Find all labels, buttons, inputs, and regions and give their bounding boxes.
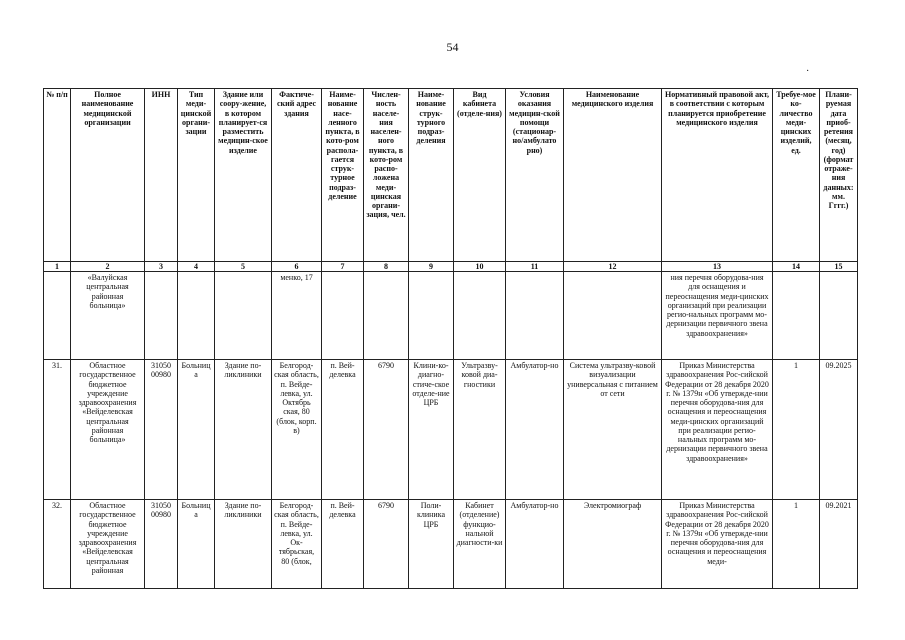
row-number-cell: 31. [44, 360, 71, 500]
subdivision-cell: Поли-клиника ЦРБ [409, 500, 454, 589]
settlement-cell: п. Вей-делевка [322, 360, 364, 500]
header-cell: Условия оказания медицин-ской помощи (стационар-но/амбулато рно) [506, 89, 564, 262]
header-cell: Требуе-мое ко-личество меди-цинских изделий, ед. [773, 89, 820, 262]
column-number: 3 [145, 262, 178, 272]
header-cell: № п/п [44, 89, 71, 262]
legal-act-cell: Приказ Министерства здравоохранения Рос-сийской Федерации от 28 декабря 2020 г. № 1379н «Об утвержде-нии перечня оборудова-ния для оснащения и переоснащения меди- [662, 500, 773, 589]
column-number: 2 [71, 262, 145, 272]
purchase-date-cell [820, 272, 858, 360]
header-cell: Числен-ность населе-ния населен-ного пункта, в кото-ром распо-ложена меди-цинская органи-зация, чел. [364, 89, 409, 262]
page-number: 54 [446, 40, 459, 54]
column-number-row [44, 262, 858, 272]
population-cell [364, 272, 409, 360]
building-cell [215, 272, 272, 360]
table-row [44, 360, 858, 500]
column-number: 13 [662, 262, 773, 272]
header-cell: Наиме-нование насе-ленного пункта, в кото-ром распола-гается струк-турное подраз-деление [322, 89, 364, 262]
organization-name-cell: Областное государственное бюджетное учреждение здравоохранения «Вейделевская центральная районная больница» [71, 360, 145, 500]
header-cell: Плани-руемая дата приоб-ретения (месяц, год) (формат отраже-ния данных: мм. Гггг.) [820, 89, 858, 262]
inn-cell: 31050 00980 [145, 500, 178, 589]
organization-name-cell: «Валуйская центральная районная больница» [71, 272, 145, 360]
org-type-cell: Больница [178, 360, 215, 500]
cabinet-type-cell [454, 272, 506, 360]
population-cell: 6790 [364, 500, 409, 589]
legal-act-cell: Приказ Министерства здравоохранения Рос-сийской Федерации от 28 декабря 2020 г. № 1379н «Об утвержде-нии перечня оборудова-ния для оснащения и переоснащения меди-цинских организаций при реализации регио-нальных программ мо-дернизации первичного звена здравоохранения» [662, 360, 773, 500]
inn-cell [145, 272, 178, 360]
device-name-cell: Электромиограф [564, 500, 662, 589]
quantity-cell [773, 272, 820, 360]
org-type-cell: Больница [178, 500, 215, 589]
header-row [44, 89, 858, 262]
speck-mark: · [806, 66, 810, 77]
header-cell: Здание или соору-жение, в котором планирует-ся разместить медицин-ское изделие [215, 89, 272, 262]
equipment-register-table [43, 88, 858, 589]
column-number: 10 [454, 262, 506, 272]
device-name-cell [564, 272, 662, 360]
org-type-cell [178, 272, 215, 360]
purchase-date-cell: 09.2021 [820, 500, 858, 589]
care-conditions-cell: Амбулатор-но [506, 500, 564, 589]
organization-name-cell: Областное государственное бюджетное учреждение здравоохранения «Вейделевская центральная районная [71, 500, 145, 589]
row-number-cell: 32. [44, 500, 71, 589]
row-number-cell [44, 272, 71, 360]
subdivision-cell: Клини-ко-диагно-стиче-ское отделе-ние ЦРБ [409, 360, 454, 500]
column-number: 4 [178, 262, 215, 272]
column-number: 14 [773, 262, 820, 272]
column-number: 7 [322, 262, 364, 272]
header-cell: Полное наименование медицинской организации [71, 89, 145, 262]
column-number: 8 [364, 262, 409, 272]
care-conditions-cell: Амбулатор-но [506, 360, 564, 500]
column-number: 1 [44, 262, 71, 272]
quantity-cell: 1 [773, 360, 820, 500]
cabinet-type-cell: Кабинет (отделение) функцио-нальной диагности-ки [454, 500, 506, 589]
table-row [44, 500, 858, 589]
column-number: 12 [564, 262, 662, 272]
device-name-cell: Система ультразву-ковой визуализации универсальная с питанием от сети [564, 360, 662, 500]
inn-cell: 31050 00980 [145, 360, 178, 500]
address-cell: менко, 17 [272, 272, 322, 360]
header-cell: Наименование медицинского изделия [564, 89, 662, 262]
address-cell: Белгород-ская область, п. Вейде-левка, ул. Октябрь ская, 80 (блок, корп. в) [272, 360, 322, 500]
legal-act-cell: ния перечня оборудова-ния для оснащения и переоснащения меди-цинских организаций при реализации регио-нальных программ мо-дернизации первичного звена здравоохранения» [662, 272, 773, 360]
settlement-cell [322, 272, 364, 360]
column-number: 9 [409, 262, 454, 272]
header-cell: Наиме-нование струк-турного подраз-деления [409, 89, 454, 262]
column-number: 6 [272, 262, 322, 272]
purchase-date-cell: 09.2025 [820, 360, 858, 500]
population-cell: 6790 [364, 360, 409, 500]
header-cell: Вид кабинета (отделе-ния) [454, 89, 506, 262]
subdivision-cell [409, 272, 454, 360]
address-cell: Белгород-ская область, п. Вейде-левка, ул. Ок-тябрьская, 80 (блок, [272, 500, 322, 589]
care-conditions-cell [506, 272, 564, 360]
settlement-cell: п. Вей-делевка [322, 500, 364, 589]
table-row [44, 272, 858, 360]
quantity-cell: 1 [773, 500, 820, 589]
header-cell: Нормативный правовой акт, в соответствии с которым планируется приобретение медицинского изделия [662, 89, 773, 262]
header-cell: Тип меди-цинской органи-зации [178, 89, 215, 262]
column-number: 11 [506, 262, 564, 272]
column-number: 5 [215, 262, 272, 272]
building-cell: Здание по-ликлиники [215, 500, 272, 589]
building-cell: Здание по-ликлиники [215, 360, 272, 500]
column-number: 15 [820, 262, 858, 272]
header-cell: Фактиче-ский адрес здания [272, 89, 322, 262]
header-cell: ИНН [145, 89, 178, 262]
cabinet-type-cell: Ультразву-ковой диа-гностики [454, 360, 506, 500]
